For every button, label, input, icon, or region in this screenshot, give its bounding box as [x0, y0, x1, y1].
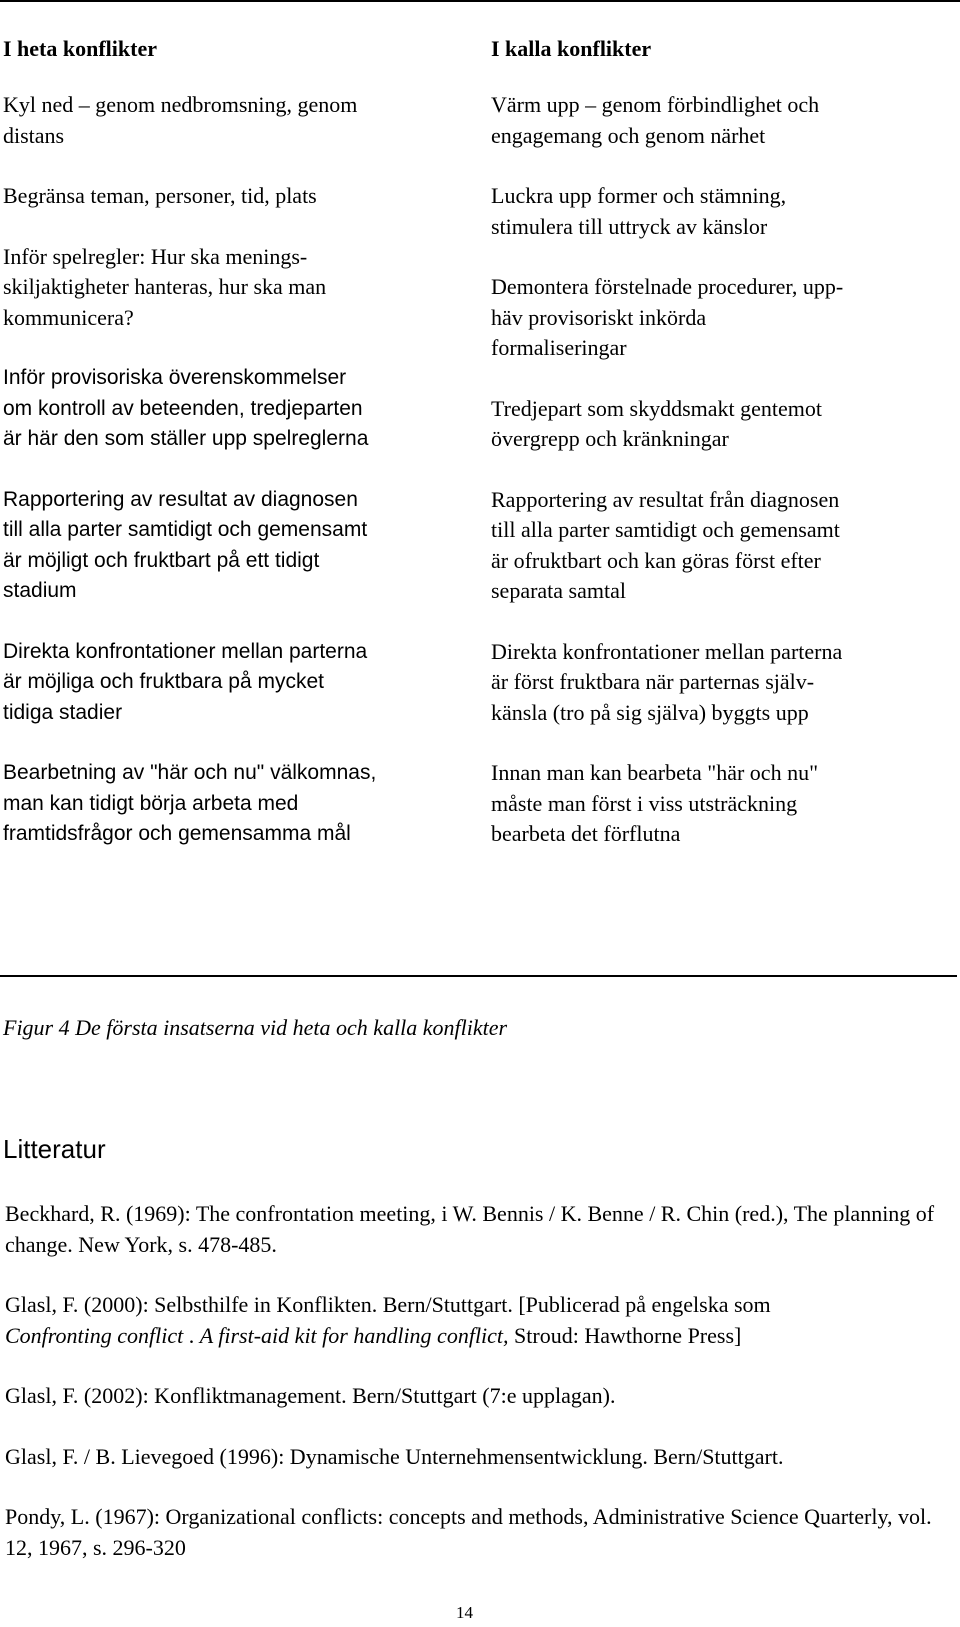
section-rule [0, 975, 957, 977]
cold-item-here-and-now: Innan man kan bearbeta "här och nu" måste man först i viss utsträckning bearbeta det förflutna [491, 760, 819, 846]
reference-beckhard: Beckhard, R. (1969): The confrontation meeting, i W. Bennis / K. Benne / R. Chin (red.), The planning of change. New York, s. 478-485. [5, 1201, 935, 1257]
reference-title: Confronting conflict [5, 1322, 184, 1348]
hot-conflicts-column [3, 34, 443, 880]
cold-item-diagnosis-reporting: Rapportering av resultat från diagnosen till alla parter samtidigt och gemensamt är ofruktbart och kan göras först efter separata samtal [491, 486, 840, 603]
cold-item-third-party: Tredjepart som skyddsmakt gentemot övergrepp och kränkningar [491, 395, 822, 451]
page-number: 14 [456, 1603, 473, 1622]
reference-glasl-1996: Glasl, F. / B. Lievegoed (1996): Dynamische Unternehmensentwicklung. Bern/Stuttgart. [5, 1443, 784, 1469]
reference-pondy: Pondy, L. (1967): Organizational conflicts: concepts and methods, Administrative Science Quarterly, vol. 12, 1967, s. 296-320 [5, 1504, 932, 1560]
reference-glasl-2002: Glasl, F. (2002): Konfliktmanagement. Bern/Stuttgart (7:e upplagan). [5, 1383, 616, 1408]
literature-heading: Litteratur [3, 1134, 106, 1164]
reference-separator: . [183, 1322, 200, 1348]
hot-item-here-and-now: Bearbetning av "här och nu" välkomnas, man kan tidigt börja arbeta med framtidsfrågor och gemensamma mål [3, 761, 377, 845]
reference-subtitle: A first-aid kit for handling conflict, [199, 1322, 509, 1348]
hot-item-rules: Inför spelregler: Hur ska menings- skiljaktigheter hanteras, hur ska man kommunicera? [3, 243, 327, 330]
cold-item-warm-up: Värm upp – genom förbindlighet och engagemang och genom närhet [491, 92, 820, 148]
cold-item-direct-confrontations: Direkta konfrontationer mellan parterna är först fruktbara när parternas själv- känsla (tro på sig själva) byggts upp [491, 638, 843, 725]
reference-list [5, 1199, 955, 1593]
reference-text: Glasl, F. (2000): Selbsthilfe in Konflikten. Bern/Stuttgart. [Publicerad på engelska som [5, 1292, 771, 1317]
hot-item-cool-down: Kyl ned – genom nedbromsning, genom distans [3, 92, 358, 148]
figure-caption: Figur 4 De första insatserna vid heta och kalla konflikter [3, 1015, 508, 1040]
hot-item-diagnosis-reporting: Rapportering av resultat av diagnosen till alla parter samtidigt och gemensamt är möjligt och fruktbart på ett tidigt stadium [3, 487, 368, 602]
cold-conflicts-heading: I kalla konflikter [491, 36, 652, 61]
cold-item-dismantle-procedures: Demontera förstelnade procedurer, upp- häv provisoriskt inkörda formaliseringar [491, 274, 844, 360]
hot-item-limit-topics: Begränsa teman, personer, tid, plats [3, 183, 317, 208]
top-rule [0, 0, 960, 2]
hot-conflicts-heading: I heta konflikter [3, 36, 157, 61]
hot-item-provisional-agreements: Inför provisoriska överenskommelser om kontroll av beteenden, tredjeparten är här den som ställer upp spelreglerna [3, 366, 369, 450]
reference-publisher: Stroud: Hawthorne Press] [508, 1322, 742, 1348]
cold-conflicts-column [491, 34, 941, 880]
reference-glasl-2000 [5, 1290, 955, 1351]
cold-item-loosen-forms: Luckra upp former och stämning, stimulera till uttryck av känslor [491, 183, 787, 239]
hot-item-direct-confrontations: Direkta konfrontationer mellan parterna är möjliga och fruktbara på mycket tidiga stadier [3, 639, 368, 724]
